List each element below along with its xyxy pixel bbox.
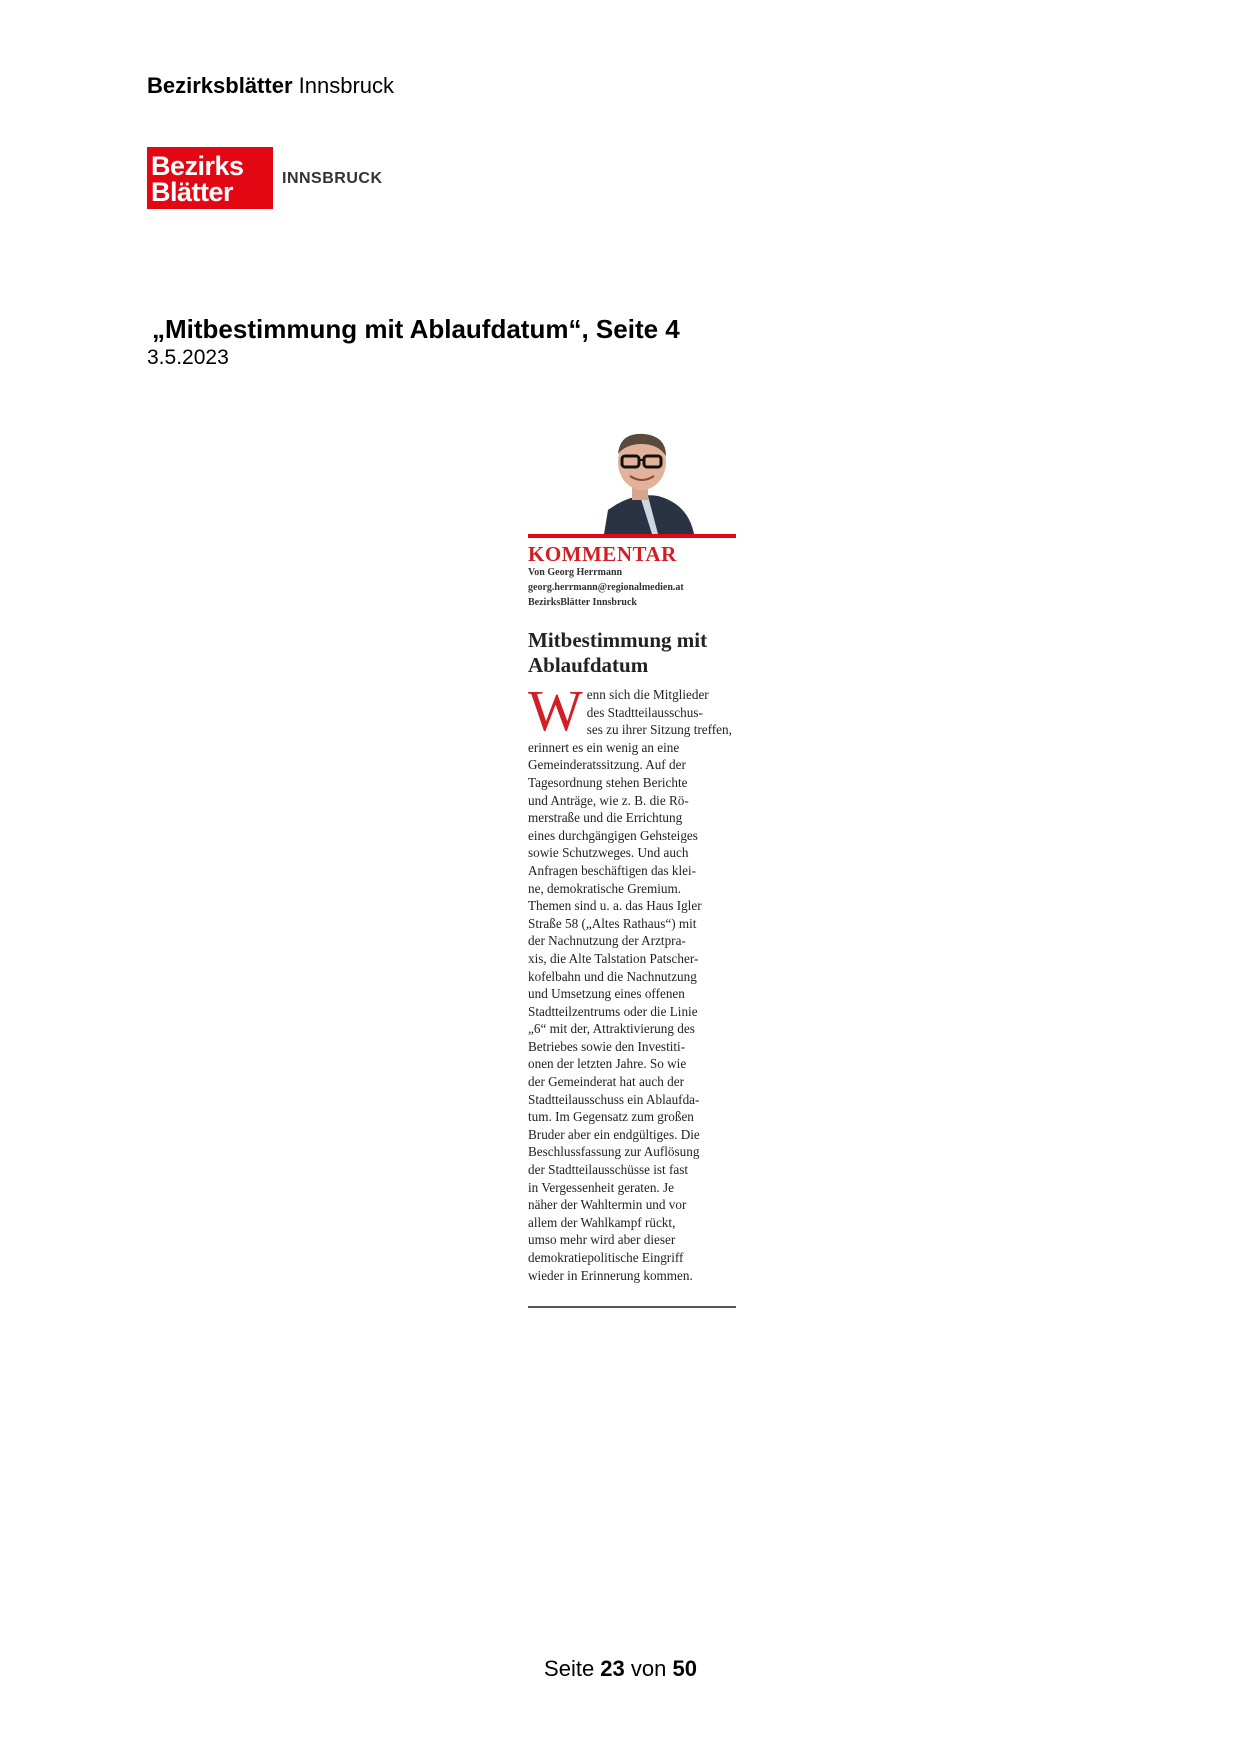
- page-header: [147, 73, 394, 99]
- footer-page-total: 50: [672, 1656, 697, 1681]
- section-label: KOMMENTAR: [528, 542, 677, 566]
- body-line: in Vergessenheit geraten. Je: [528, 1179, 674, 1195]
- article-end-rule: [528, 1306, 736, 1308]
- logo-line-2: Blätter: [151, 177, 234, 207]
- article-clipping: [528, 430, 736, 1283]
- body-line: allem der Wahlkampf rückt,: [528, 1214, 676, 1230]
- headline-line-1: Mitbestimmung mit: [528, 628, 708, 652]
- body-line: xis, die Alte Talstation Patscher-: [528, 950, 699, 966]
- article-headline: [528, 628, 736, 678]
- body-line: Betriebes sowie den Investiti-: [528, 1038, 686, 1054]
- footer-mid: von: [624, 1656, 673, 1681]
- byline-author: Von Georg Herrmann: [528, 567, 623, 578]
- body-line: und Anträge, wie z. B. die Rö-: [528, 792, 689, 808]
- article-body: [528, 678, 736, 1284]
- body-line: demokratiepolitische Eingriff: [528, 1250, 684, 1265]
- header-city: Innsbruck: [292, 73, 395, 98]
- body-line: und Umsetzung eines offenen: [528, 986, 685, 1002]
- body-line: „6“ mit der, Attraktivierung des: [528, 1021, 695, 1037]
- body-line: kofelbahn und die Nachnutzung: [528, 968, 697, 984]
- footer-page-number: 23: [600, 1656, 625, 1681]
- body-line: umso mehr wird aber dieser: [528, 1232, 676, 1248]
- body-line: Anfragen beschäftigen das klei-: [528, 862, 697, 878]
- logo-line-1: Bezirks: [151, 151, 244, 181]
- footer-prefix: Seite: [544, 1656, 601, 1681]
- page-footer: [0, 1656, 1241, 1682]
- body-line: der Nachnutzung der Arztpra-: [528, 933, 686, 949]
- body-line: Tagesordnung stehen Berichte: [528, 774, 688, 790]
- logo-city: INNSBRUCK: [282, 170, 383, 187]
- body-line: merstraße und die Errichtung: [528, 810, 683, 826]
- drop-cap: W: [528, 678, 583, 743]
- header-brand: Bezirksblätter: [147, 73, 293, 98]
- body-line: des Stadtteilausschus-: [586, 704, 703, 720]
- byline-publication: BezirksBlätter Innsbruck: [528, 597, 637, 608]
- document-title: „Mitbestimmung mit Ablaufdatum“, Seite 4: [152, 314, 680, 344]
- document-date: 3.5.2023: [147, 346, 229, 369]
- body-line: erinnert es ein wenig an eine: [528, 739, 680, 755]
- body-line: Beschlussfassung zur Auflösung: [528, 1144, 700, 1160]
- body-line: enn sich die Mitglieder: [586, 687, 709, 702]
- author-portrait-icon: [528, 430, 736, 534]
- body-line: Stadtteilzentrums oder die Linie: [528, 1003, 698, 1019]
- body-line: der Gemeinderat hat auch der: [528, 1074, 684, 1090]
- body-line: wieder in Erinnerung kommen.: [528, 1267, 693, 1283]
- bezirksblaetter-logo: [147, 147, 273, 209]
- body-line: eines durchgängigen Gehsteiges: [528, 827, 698, 843]
- body-line: ne, demokratische Gremium.: [528, 880, 682, 896]
- author-photo: [528, 430, 736, 534]
- red-divider: [528, 534, 736, 538]
- byline-email: georg.herrmann@regionalmedien.at: [528, 582, 684, 593]
- body-line: Themen sind u. a. das Haus Igler: [528, 898, 702, 914]
- body-line: tum. Im Gegensatz zum großen: [528, 1109, 694, 1125]
- body-line: näher der Wahltermin und vor: [528, 1197, 687, 1213]
- body-line: onen der letzten Jahre. So wie: [528, 1056, 687, 1072]
- headline-line-2: Ablaufdatum: [528, 653, 649, 677]
- body-line: Stadtteilausschuss ein Ablaufda-: [528, 1091, 700, 1107]
- body-line: ses zu ihrer Sitzung treffen,: [586, 722, 732, 738]
- body-line: Bruder aber ein endgültiges. Die: [528, 1126, 700, 1142]
- body-line: Gemeinderatssitzung. Auf der: [528, 757, 686, 773]
- body-line: Straße 58 („Altes Rathaus“) mit: [528, 915, 697, 931]
- body-line: sowie Schutzweges. Und auch: [528, 845, 689, 861]
- body-line: der Stadtteilausschüsse ist fast: [528, 1162, 689, 1178]
